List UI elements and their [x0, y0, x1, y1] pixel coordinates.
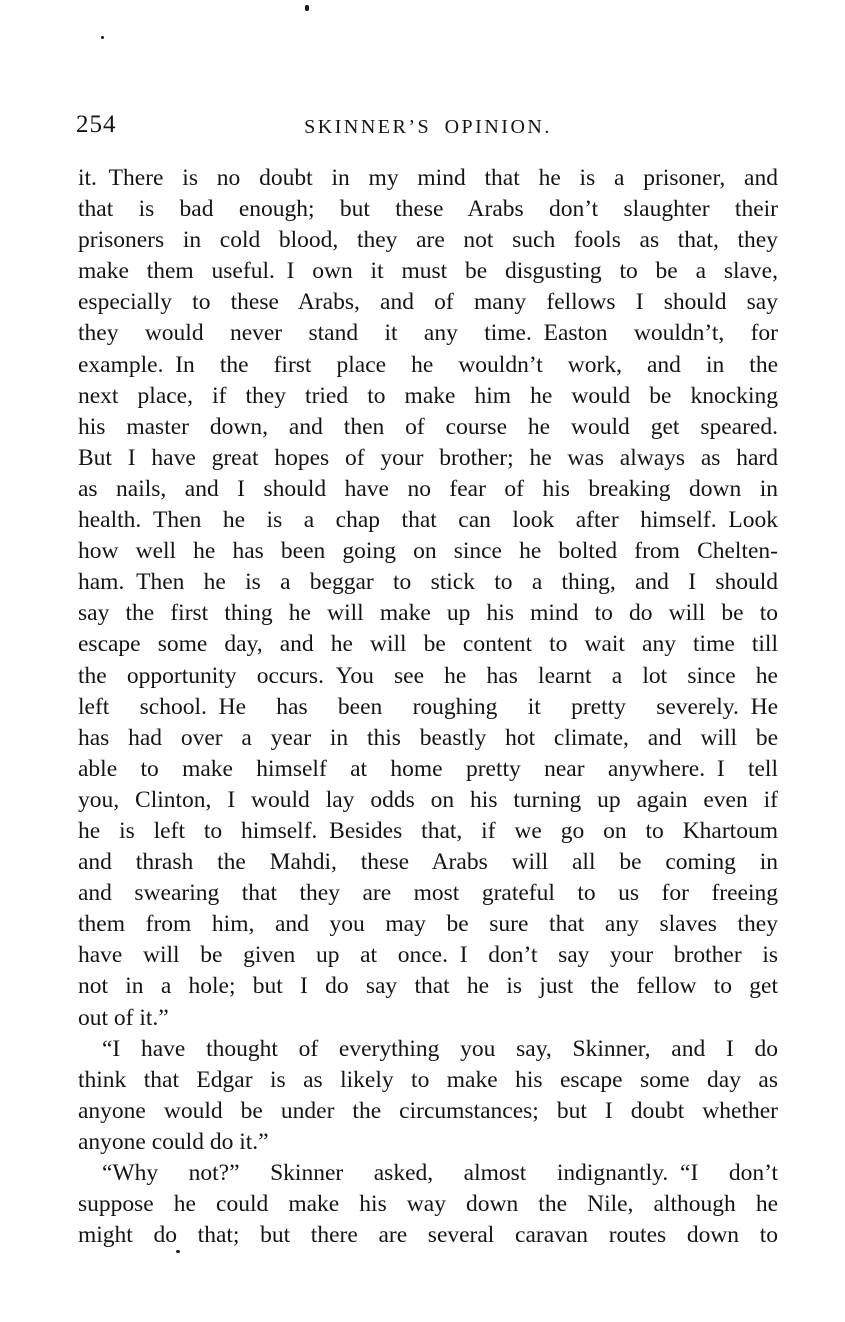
- text-line: has had over a year in this beastly hot climate, and will be: [78, 724, 778, 751]
- text-block: [78, 163, 778, 1251]
- text-line: how well he has been going on since he bolted from Chelten-: [78, 538, 778, 565]
- text-line: next place, if they tried to make him he would be knocking: [78, 382, 778, 409]
- page-number: 254: [76, 111, 117, 138]
- text-line: “Why not?” Skinner asked, almost indignantly. “I don’t: [102, 1160, 778, 1186]
- text-line: as nails, and I should have no fear of his breaking down in: [78, 475, 778, 502]
- text-line: he is left to himself. Besides that, if we go on to Khartoum: [78, 817, 778, 844]
- text-line: they would never stand it any time. Easton wouldn’t, for: [78, 320, 778, 347]
- text-line: have will be given up at once. I don’t say your brother is: [78, 942, 778, 969]
- text-line: ham. Then he is a beggar to stick to a thing, and I should: [78, 569, 778, 596]
- text-line: them from him, and you may be sure that any slaves they: [78, 911, 778, 938]
- text-line: anyone could do it.”: [78, 1128, 269, 1155]
- text-line: think that Edgar is as likely to make his escape some day as: [78, 1066, 778, 1093]
- text-line: But I have great hopes of your brother; he was always as hard: [78, 444, 778, 471]
- text-line: suppose he could make his way down the Nile, although he: [78, 1191, 778, 1218]
- text-line: the opportunity occurs. You see he has learnt a lot since he: [78, 662, 778, 689]
- text-line: and swearing that they are most grateful to us for freeing: [78, 880, 778, 907]
- text-line: able to make himself at home pretty near anywhere. I tell: [78, 755, 778, 782]
- text-line: not in a hole; but I do say that he is just the fellow to get: [78, 973, 778, 1000]
- text-line: say the first thing he will make up his mind to do will be to: [78, 600, 778, 627]
- scan-artifact-dot: [101, 36, 104, 39]
- text-line: it. There is no doubt in my mind that he is a prisoner, and: [78, 165, 778, 191]
- text-line: health. Then he is a chap that can look after himself. Look: [78, 507, 778, 534]
- scan-artifact-dot: [305, 5, 309, 11]
- text-line: make them useful. I own it must be disgusting to be a slave,: [78, 258, 778, 285]
- text-line: left school. He has been roughing it pretty severely. He: [78, 693, 778, 720]
- text-line: and thrash the Mahdi, these Arabs will all be coming in: [78, 849, 778, 876]
- text-line: out of it.”: [78, 1004, 169, 1031]
- text-line: example. In the first place he wouldn’t work, and in the: [78, 351, 778, 378]
- text-line: especially to these Arabs, and of many fellows I should say: [78, 289, 778, 316]
- text-line: prisoners in cold blood, they are not such fools as that, they: [78, 227, 778, 254]
- text-line: anyone would be under the circumstances; but I doubt whether: [78, 1097, 778, 1124]
- text-line: “I have thought of everything you say, Skinner, and I do: [102, 1035, 778, 1062]
- running-title: SKINNER’S OPINION.: [304, 116, 552, 138]
- text-line: escape some day, and he will be content to wait any time till: [78, 631, 778, 658]
- text-line: that is bad enough; but these Arabs don’t slaughter their: [78, 196, 778, 223]
- text-line: his master down, and then of course he would get speared.: [78, 413, 778, 440]
- text-line: might do that; but there are several caravan routes down to: [78, 1222, 778, 1249]
- text-line: you, Clinton, I would lay odds on his turning up again even if: [78, 786, 778, 813]
